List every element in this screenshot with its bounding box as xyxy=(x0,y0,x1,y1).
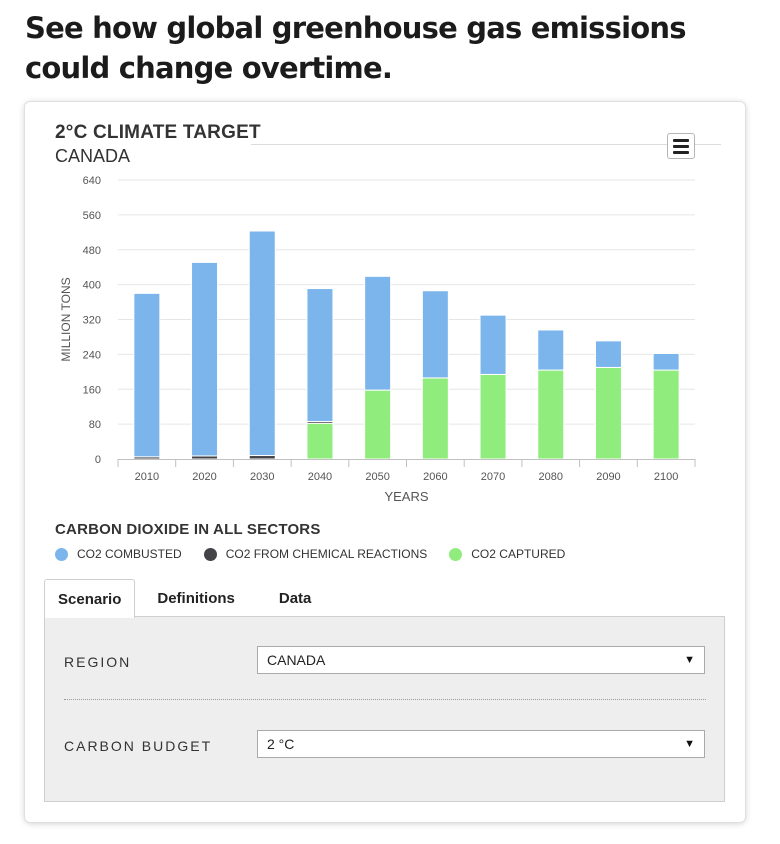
legend-dot-icon xyxy=(204,548,217,561)
x-tick-label: 2010 xyxy=(134,471,160,483)
bar-segment xyxy=(595,341,621,368)
bar-segment xyxy=(307,289,333,422)
chart-bars xyxy=(134,231,679,459)
bar-segment xyxy=(595,367,621,459)
y-tick-label: 560 xyxy=(82,209,101,222)
region-select-value: CANADA xyxy=(267,652,326,668)
stacked-bar-chart xyxy=(25,102,745,512)
dropdown-arrow-icon: ▼ xyxy=(684,738,695,750)
bar-segment xyxy=(653,370,679,459)
chart-title: 2°C CLIMATE TARGET xyxy=(55,122,261,143)
x-tick-label: 2020 xyxy=(192,471,217,483)
carbon-budget-select[interactable] xyxy=(257,730,705,758)
chart-subtitle: CANADA xyxy=(55,146,131,166)
bar-segment xyxy=(365,390,391,459)
x-tick-label: 2050 xyxy=(365,471,390,483)
region-label: REGION xyxy=(64,654,132,670)
page-headline: See how global greenhouse gas emissions could change overtime. xyxy=(25,11,686,85)
bar-segment xyxy=(365,276,391,390)
bar-segment xyxy=(422,378,448,459)
tab-scenario[interactable]: Scenario xyxy=(44,579,135,618)
legend-dot-icon xyxy=(55,548,68,561)
x-axis-label: YEARS xyxy=(384,489,429,504)
x-tick-label: 2090 xyxy=(596,471,621,483)
bar-segment xyxy=(307,423,333,459)
region-select[interactable] xyxy=(257,646,705,674)
x-axis xyxy=(118,459,695,483)
x-tick-label: 2060 xyxy=(423,471,448,483)
x-tick-label: 2040 xyxy=(307,471,333,483)
bar-segment xyxy=(134,293,160,456)
dropdown-arrow-icon: ▼ xyxy=(684,654,695,666)
bar-segment xyxy=(480,315,506,374)
chart-card xyxy=(25,102,745,822)
y-tick-label: 0 xyxy=(94,454,101,466)
x-tick-label: 2070 xyxy=(480,471,506,483)
panel-divider xyxy=(64,699,706,700)
y-tick-label: 480 xyxy=(82,244,101,257)
legend-title: CARBON DIOXIDE IN ALL SECTORS xyxy=(55,521,321,538)
carbon-budget-select-value: 2 °C xyxy=(267,736,295,752)
legend-label: CO2 COMBUSTED xyxy=(77,547,182,561)
legend-item-co2-captured[interactable] xyxy=(449,547,565,561)
legend-item-co2-chemical[interactable] xyxy=(204,547,428,561)
y-tick-label: 160 xyxy=(82,384,101,397)
legend-dot-icon xyxy=(449,548,462,561)
y-axis-label: MILLION TONS xyxy=(59,277,73,362)
bar-segment xyxy=(538,370,564,459)
y-tick-label: 240 xyxy=(82,349,101,362)
bar-segment xyxy=(192,262,218,456)
y-tick-label: 80 xyxy=(88,419,101,432)
legend-item-co2-combusted[interactable] xyxy=(55,547,182,561)
bar-segment xyxy=(249,231,275,456)
carbon-budget-label: CARBON BUDGET xyxy=(64,738,213,754)
bar-segment xyxy=(249,456,275,459)
legend-label: CO2 FROM CHEMICAL REACTIONS xyxy=(225,547,428,561)
bar-segment xyxy=(480,374,506,459)
scenario-panel xyxy=(44,616,725,802)
y-axis-ticks xyxy=(83,175,101,466)
y-tick-label: 640 xyxy=(82,175,101,187)
x-tick-label: 2100 xyxy=(653,471,679,483)
tab-bar xyxy=(44,579,333,617)
tab-data[interactable]: Data xyxy=(278,589,312,607)
tab-definitions[interactable]: Definitions xyxy=(157,589,235,607)
bar-segment xyxy=(422,291,448,378)
x-tick-label: 2030 xyxy=(250,471,275,483)
y-tick-label: 320 xyxy=(82,314,101,327)
chart-legend xyxy=(55,547,587,561)
bar-segment xyxy=(538,330,564,370)
x-tick-label: 2080 xyxy=(538,471,563,483)
bar-segment xyxy=(653,354,679,371)
legend-label: CO2 CAPTURED xyxy=(471,547,566,561)
y-tick-label: 400 xyxy=(82,279,101,292)
